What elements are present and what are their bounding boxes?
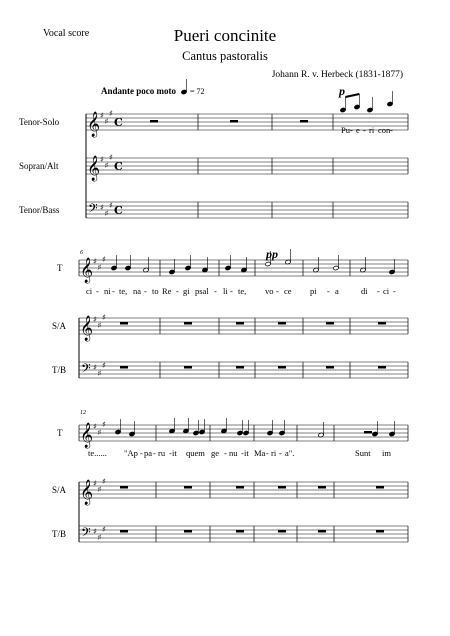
lyric-syllable: li bbox=[223, 286, 228, 296]
lyric-syllable: - bbox=[144, 286, 147, 296]
treble-clef-icon: 𝄞 bbox=[80, 258, 94, 283]
lyric-syllable: it bbox=[244, 448, 249, 458]
lyric-syllable: - bbox=[153, 448, 156, 458]
sharp-accidental: ♯ bbox=[104, 209, 109, 218]
common-time-icon: C bbox=[114, 204, 123, 217]
lyric-syllable: - bbox=[327, 286, 330, 296]
lyric-syllable: - bbox=[241, 448, 244, 458]
lyric-syllable: psal bbox=[195, 286, 209, 296]
whole-rest bbox=[184, 530, 192, 533]
sharp-accidental: ♯ bbox=[109, 153, 113, 162]
whole-rest bbox=[326, 322, 334, 325]
lyric-syllable: Re bbox=[162, 286, 172, 296]
staff-label-t: T bbox=[57, 428, 63, 438]
sharp-accidental: ♯ bbox=[109, 201, 113, 210]
common-time-icon: C bbox=[114, 160, 123, 173]
bass-clef-icon: 𝄢 bbox=[81, 361, 91, 379]
whole-rest bbox=[364, 431, 372, 434]
whole-rest bbox=[184, 366, 192, 369]
sharp-accidental: ♯ bbox=[104, 161, 109, 170]
lyric-syllable: - bbox=[140, 448, 143, 458]
staff-label-sopran-alt: Sopran/Alt bbox=[19, 161, 59, 171]
whole-rest bbox=[376, 486, 384, 489]
whole-rest bbox=[150, 120, 158, 123]
sharp-accidental: ♯ bbox=[93, 257, 97, 266]
sharp-accidental: ♯ bbox=[109, 109, 113, 118]
lyric-syllable: ri bbox=[271, 448, 277, 458]
lyric-syllable: Pu bbox=[341, 125, 350, 135]
treble-clef-icon: 𝄞 bbox=[87, 112, 101, 137]
staff-label-tb: T/B bbox=[52, 529, 67, 539]
tempo-marking: Andante poco moto bbox=[101, 86, 177, 96]
lyric-syllable: - bbox=[112, 286, 115, 296]
lyric-syllable: te, bbox=[119, 286, 128, 296]
sharp-accidental: ♯ bbox=[100, 111, 104, 120]
lyric-syllable: - bbox=[377, 286, 380, 296]
lyric-syllable: ci bbox=[383, 286, 390, 296]
lyric-syllable: a bbox=[335, 286, 339, 296]
lyric-syllable: pi bbox=[310, 286, 317, 296]
sharp-accidental: ♯ bbox=[97, 263, 102, 272]
lyric-syllable: ri bbox=[369, 125, 375, 135]
sharp-accidental: ♯ bbox=[100, 203, 104, 212]
lyric-syllable: te...... bbox=[88, 448, 107, 458]
lyric-syllable: gi bbox=[183, 286, 190, 296]
lyric-syllable: con bbox=[378, 125, 391, 135]
lyric-syllable: a". bbox=[285, 448, 295, 458]
page-subtitle: Cantus pastoralis bbox=[182, 49, 268, 63]
whole-rest bbox=[236, 366, 244, 369]
lyric-syllable: "Ap bbox=[124, 448, 138, 458]
sharp-accidental: ♯ bbox=[102, 420, 106, 429]
page-title: Pueri concinite bbox=[173, 26, 277, 45]
bass-clef-icon: 𝄢 bbox=[81, 525, 91, 543]
whole-rest bbox=[318, 486, 326, 489]
lyric-syllable: vo bbox=[265, 286, 274, 296]
common-time-icon: C bbox=[114, 116, 123, 129]
whole-rest bbox=[378, 322, 386, 325]
sharp-accidental: ♯ bbox=[97, 321, 102, 330]
lyric-syllable: ce bbox=[284, 286, 292, 296]
lyric-syllable: - bbox=[276, 286, 279, 296]
whole-rest bbox=[300, 120, 308, 123]
lyric-syllable: - bbox=[96, 286, 99, 296]
whole-rest bbox=[184, 322, 192, 325]
staff-label-sa: S/A bbox=[52, 485, 67, 495]
whole-rest bbox=[378, 366, 386, 369]
sharp-accidental: ♯ bbox=[102, 525, 106, 534]
lyric-syllable: - bbox=[224, 448, 227, 458]
whole-rest bbox=[318, 530, 326, 533]
lyric-syllable: - bbox=[230, 286, 233, 296]
whole-rest bbox=[120, 322, 128, 325]
whole-rest bbox=[120, 530, 128, 533]
lyric-syllable: Sunt bbox=[355, 448, 371, 458]
sharp-accidental: ♯ bbox=[97, 369, 102, 378]
treble-clef-icon: 𝄞 bbox=[80, 316, 94, 341]
sharp-accidental: ♯ bbox=[97, 428, 102, 437]
lyric-syllable: di bbox=[361, 286, 368, 296]
lyric-syllable: - bbox=[393, 286, 396, 296]
sharp-accidental: ♯ bbox=[102, 313, 106, 322]
whole-rest bbox=[278, 366, 286, 369]
score-type-label: Vocal score bbox=[43, 28, 90, 39]
lyric-syllable: to bbox=[152, 286, 159, 296]
whole-rest bbox=[120, 366, 128, 369]
lyric-syllable: ge bbox=[211, 448, 220, 458]
whole-rest bbox=[230, 120, 238, 123]
lyric-syllable: it bbox=[172, 448, 177, 458]
sharp-accidental: ♯ bbox=[100, 155, 104, 164]
lyric-syllable: ci bbox=[86, 286, 93, 296]
whole-rest bbox=[278, 322, 286, 325]
metronome-value: = 72 bbox=[190, 87, 205, 96]
whole-rest bbox=[376, 530, 384, 533]
staff-label-tenor-solo: Tenor-Solo bbox=[19, 117, 60, 127]
whole-rest bbox=[278, 530, 286, 533]
treble-clef-icon: 𝄞 bbox=[80, 423, 94, 448]
sharp-accidental: ♯ bbox=[97, 485, 102, 494]
lyric-syllable: e bbox=[356, 125, 360, 135]
sharp-accidental: ♯ bbox=[93, 479, 97, 488]
lyric-syllable: - bbox=[214, 286, 217, 296]
sharp-accidental: ♯ bbox=[104, 117, 109, 126]
measure-number-12: 12 bbox=[80, 410, 86, 416]
staff-label-t: T bbox=[57, 263, 63, 273]
lyric-syllable: - bbox=[266, 448, 269, 458]
whole-rest bbox=[120, 486, 128, 489]
lyric-syllable: ni bbox=[104, 286, 111, 296]
sharp-accidental: ♯ bbox=[102, 255, 106, 264]
treble-clef-icon: 𝄞 bbox=[80, 480, 94, 505]
whole-rest bbox=[326, 366, 334, 369]
lyric-syllable: ru bbox=[158, 448, 166, 458]
measure-number-6: 6 bbox=[80, 250, 83, 256]
staff-label-tb: T/B bbox=[52, 365, 67, 375]
treble-clef-icon: 𝄞 bbox=[87, 156, 101, 181]
lyric-syllable: - bbox=[169, 448, 172, 458]
lyric-syllable: - bbox=[390, 125, 393, 135]
sharp-accidental: ♯ bbox=[102, 477, 106, 486]
dynamic-marking: p bbox=[339, 84, 345, 98]
bass-clef-icon: 𝄢 bbox=[88, 201, 98, 219]
sharp-accidental: ♯ bbox=[93, 527, 97, 536]
dynamic-marking: pp bbox=[266, 247, 278, 261]
note-beam bbox=[345, 94, 359, 97]
lyric-syllable: te, bbox=[238, 286, 247, 296]
whole-rest bbox=[236, 530, 244, 533]
lyric-syllable: Ma bbox=[254, 448, 266, 458]
lyric-syllable: - bbox=[363, 125, 366, 135]
staff-label-tenor-bass: Tenor/Bass bbox=[19, 205, 60, 215]
lyric-syllable: - bbox=[350, 125, 353, 135]
sharp-accidental: ♯ bbox=[93, 363, 97, 372]
whole-rest bbox=[236, 322, 244, 325]
lyric-syllable: - bbox=[176, 286, 179, 296]
lyric-syllable: nu bbox=[229, 448, 238, 458]
lyric-syllable: im bbox=[382, 448, 391, 458]
lyric-syllable: - bbox=[279, 448, 282, 458]
lyric-syllable: quem bbox=[186, 448, 205, 458]
composer-credit: Johann R. v. Herbeck (1831-1877) bbox=[271, 70, 403, 80]
sharp-accidental: ♯ bbox=[97, 533, 102, 542]
sharp-accidental: ♯ bbox=[93, 315, 97, 324]
whole-rest bbox=[278, 486, 286, 489]
staff-label-sa: S/A bbox=[52, 321, 67, 331]
lyric-syllable: pa bbox=[144, 448, 153, 458]
sharp-accidental: ♯ bbox=[93, 422, 97, 431]
whole-rest bbox=[184, 486, 192, 489]
whole-rest bbox=[236, 486, 244, 489]
lyric-syllable: na bbox=[133, 286, 142, 296]
sharp-accidental: ♯ bbox=[102, 361, 106, 370]
